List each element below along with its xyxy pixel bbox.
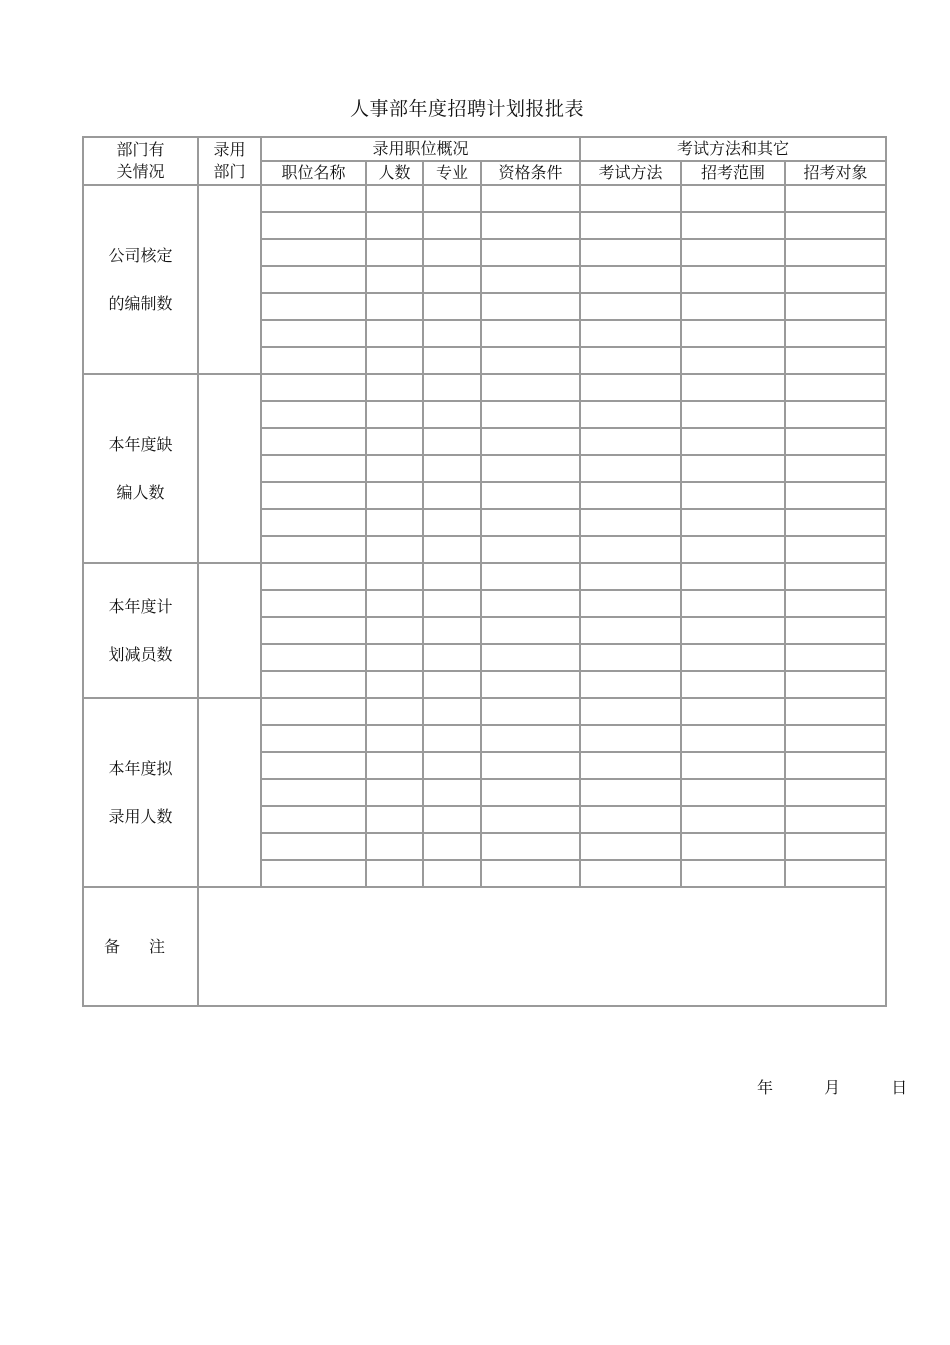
section-label [83,563,198,698]
recruit-scope-cell[interactable] [681,752,785,779]
header-recruit-target: 招考对象 [785,161,886,185]
qualification-cell[interactable] [481,833,580,860]
recruit-target-cell[interactable] [785,536,886,563]
position-name-cell[interactable] [261,698,366,725]
recruit-target-cell[interactable] [785,806,886,833]
recruit-scope-cell[interactable] [681,320,785,347]
qualification-cell[interactable] [481,266,580,293]
headcount-cell[interactable] [366,239,423,266]
recruitment-plan-table [82,136,887,1007]
recruit-scope-cell[interactable] [681,725,785,752]
headcount-cell[interactable] [366,752,423,779]
exam-method-cell[interactable] [580,185,681,212]
qualification-cell[interactable] [481,509,580,536]
recruit-target-cell[interactable] [785,239,886,266]
exam-method-cell[interactable] [580,833,681,860]
recruit-target-cell[interactable] [785,725,886,752]
recruit-target-cell[interactable] [785,698,886,725]
major-cell[interactable] [423,563,481,590]
position-name-cell[interactable] [261,563,366,590]
position-name-cell[interactable] [261,401,366,428]
section-label-line: 划减员数 [108,644,173,664]
major-cell[interactable] [423,806,481,833]
header-exam-group: 考试方法和其它 [580,137,886,161]
recruit-target-cell[interactable] [785,833,886,860]
headcount-cell[interactable] [366,482,423,509]
exam-method-cell[interactable] [580,536,681,563]
recruit-target-cell[interactable] [785,617,886,644]
headcount-cell[interactable] [366,185,423,212]
table-row [83,563,886,590]
position-name-cell[interactable] [261,374,366,401]
major-cell[interactable] [423,482,481,509]
qualification-cell[interactable] [481,455,580,482]
headcount-cell[interactable] [366,347,423,374]
form-title: 人事部年度招聘计划报批表 [349,98,584,120]
header-qualification: 资格条件 [481,161,580,185]
exam-method-cell[interactable] [580,482,681,509]
position-name-cell[interactable] [261,185,366,212]
major-cell[interactable] [423,752,481,779]
major-cell[interactable] [423,590,481,617]
section-label-line: 本年度缺 [108,434,173,454]
major-cell[interactable] [423,536,481,563]
major-cell[interactable] [423,698,481,725]
recruit-target-cell[interactable] [785,401,886,428]
position-name-cell[interactable] [261,671,366,698]
section-label [83,185,198,374]
header-dept-info-line1: 部门有 [116,140,165,159]
hire-dept-cell[interactable] [198,185,261,374]
recruit-scope-cell[interactable] [681,293,785,320]
recruit-scope-cell[interactable] [681,401,785,428]
headcount-cell[interactable] [366,455,423,482]
headcount-cell[interactable] [366,644,423,671]
position-name-cell[interactable] [261,347,366,374]
headcount-cell[interactable] [366,617,423,644]
qualification-cell[interactable] [481,374,580,401]
section-label [83,698,198,887]
recruit-target-cell[interactable] [785,428,886,455]
recruit-target-cell[interactable] [785,644,886,671]
exam-method-cell[interactable] [580,347,681,374]
qualification-cell[interactable] [481,482,580,509]
recruit-scope-cell[interactable] [681,374,785,401]
qualification-cell[interactable] [481,806,580,833]
headcount-cell[interactable] [366,293,423,320]
header-hire-dept-line1: 录用 [213,140,246,159]
recruit-target-cell[interactable] [785,482,886,509]
table-row [83,185,886,212]
position-name-cell[interactable] [261,482,366,509]
recruit-scope-cell[interactable] [681,698,785,725]
section-label-line: 编人数 [116,482,165,502]
recruit-scope-cell[interactable] [681,563,785,590]
section-label [83,374,198,563]
recruit-scope-cell[interactable] [681,455,785,482]
headcount-cell[interactable] [366,725,423,752]
qualification-cell[interactable] [481,644,580,671]
exam-method-cell[interactable] [580,239,681,266]
headcount-cell[interactable] [366,860,423,887]
position-name-cell[interactable] [261,590,366,617]
headcount-cell[interactable] [366,401,423,428]
position-name-cell[interactable] [261,428,366,455]
headcount-cell[interactable] [366,590,423,617]
qualification-cell[interactable] [481,779,580,806]
position-name-cell[interactable] [261,320,366,347]
table-row [83,698,886,725]
major-cell[interactable] [423,509,481,536]
major-cell[interactable] [423,401,481,428]
header-headcount: 人数 [366,161,423,185]
recruit-target-cell[interactable] [785,455,886,482]
position-name-cell[interactable] [261,455,366,482]
major-cell[interactable] [423,347,481,374]
major-cell[interactable] [423,617,481,644]
qualification-cell[interactable] [481,860,580,887]
exam-method-cell[interactable] [580,455,681,482]
position-name-cell[interactable] [261,617,366,644]
exam-method-cell[interactable] [580,617,681,644]
date-day: 日 [891,1078,908,1097]
section-label-line: 本年度拟 [108,758,173,778]
qualification-cell[interactable] [481,698,580,725]
date-year: 年 [757,1078,774,1097]
exam-method-cell[interactable] [580,320,681,347]
exam-method-cell[interactable] [580,671,681,698]
header-hire-dept [198,137,261,185]
qualification-cell[interactable] [481,725,580,752]
qualification-cell[interactable] [481,428,580,455]
exam-method-cell[interactable] [580,293,681,320]
major-cell[interactable] [423,266,481,293]
qualification-cell[interactable] [481,185,580,212]
header-dept-info [83,137,198,185]
exam-method-cell[interactable] [580,860,681,887]
recruit-scope-cell[interactable] [681,806,785,833]
exam-method-cell[interactable] [580,428,681,455]
position-name-cell[interactable] [261,536,366,563]
recruit-target-cell[interactable] [785,320,886,347]
position-name-cell[interactable] [261,239,366,266]
qualification-cell[interactable] [481,401,580,428]
header-recruit-scope: 招考范围 [681,161,785,185]
headcount-cell[interactable] [366,266,423,293]
section-label-line: 公司核定 [108,245,173,265]
recruit-scope-cell[interactable] [681,428,785,455]
qualification-cell[interactable] [481,752,580,779]
exam-method-cell[interactable] [580,779,681,806]
qualification-cell[interactable] [481,563,580,590]
qualification-cell[interactable] [481,293,580,320]
exam-method-cell[interactable] [580,374,681,401]
notes-label: 备 注 [83,887,198,1006]
recruit-scope-cell[interactable] [681,536,785,563]
headcount-cell[interactable] [366,671,423,698]
major-cell[interactable] [423,779,481,806]
recruit-scope-cell[interactable] [681,509,785,536]
major-cell[interactable] [423,644,481,671]
major-cell[interactable] [423,239,481,266]
header-hire-dept-line2: 部门 [213,162,246,181]
major-cell[interactable] [423,293,481,320]
exam-method-cell[interactable] [580,806,681,833]
section-label-line: 录用人数 [108,806,173,826]
position-name-cell[interactable] [261,833,366,860]
major-cell[interactable] [423,320,481,347]
headcount-cell[interactable] [366,833,423,860]
position-name-cell[interactable] [261,644,366,671]
recruit-scope-cell[interactable] [681,644,785,671]
header-position-group: 录用职位概况 [261,137,580,161]
qualification-cell[interactable] [481,590,580,617]
position-name-cell[interactable] [261,725,366,752]
exam-method-cell[interactable] [580,698,681,725]
position-name-cell[interactable] [261,509,366,536]
position-name-cell[interactable] [261,752,366,779]
exam-method-cell[interactable] [580,644,681,671]
position-name-cell[interactable] [261,266,366,293]
recruit-scope-cell[interactable] [681,860,785,887]
recruit-scope-cell[interactable] [681,212,785,239]
exam-method-cell[interactable] [580,212,681,239]
headcount-cell[interactable] [366,509,423,536]
recruit-target-cell[interactable] [785,671,886,698]
date-line [757,1075,907,1098]
hire-dept-cell[interactable] [198,374,261,563]
recruit-target-cell[interactable] [785,590,886,617]
hire-dept-cell[interactable] [198,698,261,887]
recruit-scope-cell[interactable] [681,482,785,509]
header-exam-method: 考试方法 [580,161,681,185]
hire-dept-cell[interactable] [198,563,261,698]
recruit-target-cell[interactable] [785,563,886,590]
qualification-cell[interactable] [481,617,580,644]
headcount-cell[interactable] [366,698,423,725]
position-name-cell[interactable] [261,860,366,887]
section-label-line: 本年度计 [108,596,173,616]
recruit-target-cell[interactable] [785,374,886,401]
header-position-name: 职位名称 [261,161,366,185]
recruit-target-cell[interactable] [785,293,886,320]
exam-method-cell[interactable] [580,401,681,428]
recruit-target-cell[interactable] [785,779,886,806]
major-cell[interactable] [423,725,481,752]
recruit-target-cell[interactable] [785,185,886,212]
header-major: 专业 [423,161,481,185]
recruit-scope-cell[interactable] [681,185,785,212]
major-cell[interactable] [423,374,481,401]
headcount-cell[interactable] [366,212,423,239]
qualification-cell[interactable] [481,239,580,266]
qualification-cell[interactable] [481,212,580,239]
notes-row [83,887,886,1006]
headcount-cell[interactable] [366,806,423,833]
major-cell[interactable] [423,671,481,698]
qualification-cell[interactable] [481,347,580,374]
headcount-cell[interactable] [366,320,423,347]
major-cell[interactable] [423,212,481,239]
position-name-cell[interactable] [261,806,366,833]
table-row [83,374,886,401]
recruit-scope-cell[interactable] [681,671,785,698]
recruit-target-cell[interactable] [785,860,886,887]
major-cell[interactable] [423,185,481,212]
position-name-cell[interactable] [261,779,366,806]
position-name-cell[interactable] [261,212,366,239]
headcount-cell[interactable] [366,536,423,563]
recruit-scope-cell[interactable] [681,590,785,617]
exam-method-cell[interactable] [580,725,681,752]
recruit-scope-cell[interactable] [681,347,785,374]
recruit-scope-cell[interactable] [681,266,785,293]
major-cell[interactable] [423,860,481,887]
notes-field[interactable] [198,887,886,1006]
qualification-cell[interactable] [481,536,580,563]
recruit-target-cell[interactable] [785,212,886,239]
headcount-cell[interactable] [366,428,423,455]
date-month: 月 [824,1078,841,1097]
major-cell[interactable] [423,833,481,860]
qualification-cell[interactable] [481,320,580,347]
recruit-scope-cell[interactable] [681,779,785,806]
recruit-scope-cell[interactable] [681,239,785,266]
exam-method-cell[interactable] [580,752,681,779]
headcount-cell[interactable] [366,374,423,401]
exam-method-cell[interactable] [580,509,681,536]
exam-method-cell[interactable] [580,266,681,293]
major-cell[interactable] [423,455,481,482]
major-cell[interactable] [423,428,481,455]
recruit-target-cell[interactable] [785,266,886,293]
exam-method-cell[interactable] [580,590,681,617]
header-dept-info-line2: 关情况 [116,162,165,181]
headcount-cell[interactable] [366,779,423,806]
recruit-scope-cell[interactable] [681,833,785,860]
recruit-target-cell[interactable] [785,752,886,779]
headcount-cell[interactable] [366,563,423,590]
section-label-line: 的编制数 [108,293,173,313]
exam-method-cell[interactable] [580,563,681,590]
recruit-scope-cell[interactable] [681,617,785,644]
recruit-target-cell[interactable] [785,509,886,536]
recruit-target-cell[interactable] [785,347,886,374]
position-name-cell[interactable] [261,293,366,320]
qualification-cell[interactable] [481,671,580,698]
